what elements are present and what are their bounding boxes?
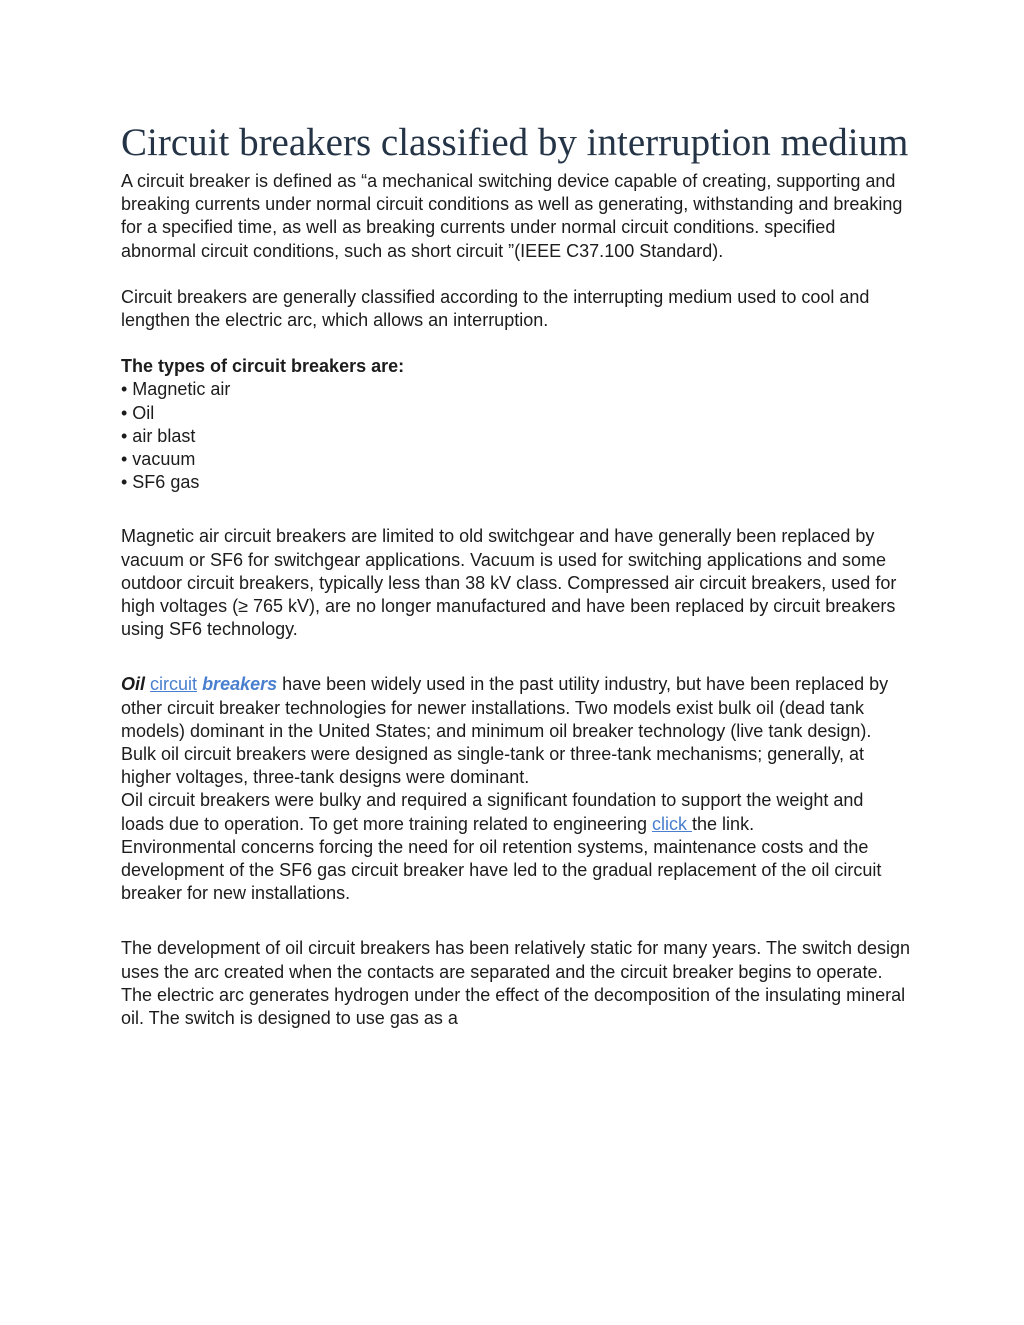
- breakers-emphasis: breakers: [202, 674, 278, 695]
- oil-paragraph-text: have been widely used in the past utility industry, but have been replaced by other circuit breaker technologies for newer installations. Two models exist bulk oil (dead tank models) dominant in the United States; and minimum oil breaker technology (live tank design). Bulk oil circuit breakers were designed as single-tank or three-tank mechanisms; generally, at higher voltages, three-tank designs were dominant.: [121, 674, 889, 788]
- types-section: [121, 355, 911, 494]
- types-heading: The types of circuit breakers are:: [121, 356, 405, 377]
- types-list: [121, 378, 911, 494]
- development-paragraph: The development of oil circuit breakers has been relatively static for many years. The switch design uses the arc created when the contacts are separated and the circuit breaker begins to operate. The electric arc generates hydrogen under the effect of the decomposition of the insulating mineral oil. The switch is designed to use gas as a: [121, 938, 911, 1029]
- bulky-text-after: the link.: [692, 813, 755, 834]
- list-item: • air blast: [121, 425, 196, 446]
- classification-paragraph: Circuit breakers are generally classified according to the interrupting medium used to cool and lengthen the electric arc, which allows an interruption.: [121, 286, 870, 331]
- list-item: • SF6 gas: [121, 472, 200, 493]
- intro-paragraph: A circuit breaker is defined as “a mechanical switching device capable of creating, supporting and breaking currents under normal circuit conditions as well as generating, withstanding and breaking for a specified time, as well as breaking currents under normal circuit conditions. specified abnormal circuit conditions, such as short circuit ”(IEEE C37.100 Standard).: [121, 171, 903, 261]
- document-page: [121, 120, 911, 1030]
- circuit-link[interactable]: circuit: [150, 674, 198, 695]
- list-item: • Magnetic air: [121, 379, 231, 400]
- list-item: • Oil: [121, 402, 155, 423]
- environment-paragraph: Environmental concerns forcing the need for oil retention systems, maintenance costs and the development of the SF6 gas circuit breaker have led to the gradual replacement of the oil circuit breaker for new installations.: [121, 836, 882, 904]
- page-title: Circuit breakers classified by interruption medium: [121, 121, 909, 164]
- bulky-paragraph: [121, 789, 911, 835]
- oil-emphasis: Oil: [121, 674, 146, 695]
- oil-paragraph: [121, 673, 911, 789]
- click-link[interactable]: click: [652, 813, 693, 834]
- list-item: • vacuum: [121, 449, 196, 470]
- bulky-text-before: Oil circuit breakers were bulky and required a significant foundation to support the weight and loads due to operation. To get more training related to engineering: [121, 790, 864, 834]
- magnetic-air-paragraph: Magnetic air circuit breakers are limited to old switchgear and have generally been replaced by vacuum or SF6 for switchgear applications. Vacuum is used for switching applications and some outdoor circuit breakers, typically less than 38 kV class. Compressed air circuit breakers, used for high voltages (≥ 765 kV), are no longer manufactured and have been replaced by circuit breakers using SF6 technology.: [121, 526, 897, 640]
